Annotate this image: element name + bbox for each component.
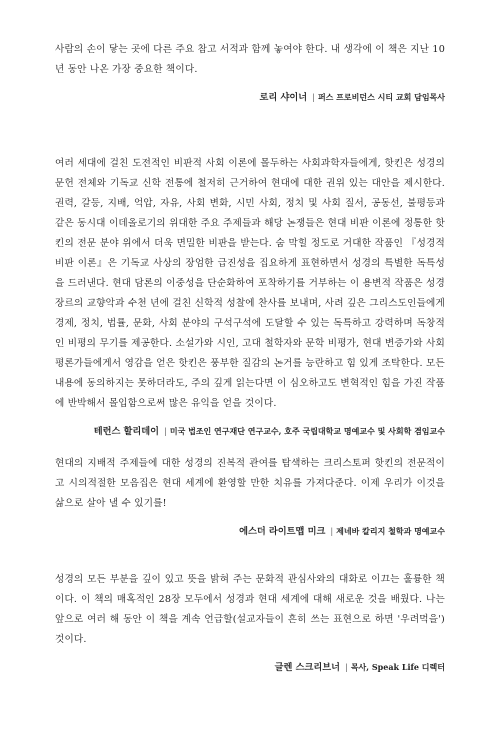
endorsement-quote: 현대의 지배적 주제들에 대한 성경의 진복적 관여를 탐색하는 크리스토퍼 핫킨의 전문적이고 시의적절한 모음집은 현대 세계에 환영할 만한 치유를 가져다준다. 이제 우리가 이것을 삶으로 살아 낼 수 있기를! [55,458,445,509]
endorsement-2 [55,154,445,439]
attribution-separator: | [164,426,167,436]
attribution-separator: | [312,92,315,102]
endorser-role: 미국 법조인 연구재단 연구교수, 호주 국립대학교 명예교수 및 사회학 겸임교수 [169,426,445,436]
endorsement-attribution [55,424,445,439]
endorser-role: 목사, Speak Life 디렉터 [350,662,445,672]
endorsement-4 [55,570,445,675]
endorsement-attribution [55,90,445,105]
endorsement-3 [55,454,445,539]
endorsement-quote: 여러 세대에 걸친 도전적인 비판적 사회 이론에 몰두하는 사회과학자들에게, 핫킨은 성경의 문헌 전체와 기독교 신학 전통에 철저히 근거하여 현대에 대한 권위 있는 대안을 제시한다. 권력, 갈등, 지배, 억압, 자유, 사회 변화, 시민 사회, 정치 및 사회 질서, 공동선, 불평등과 같은 동시대 이데올로기의 위대한 주요 주제들과 해당 논쟁들은 현대 비판 이론에 정통한 핫킨의 전문 분야 위에서 더욱 면밀한 비판을 받는다. 숨 막힐 정도로 거대한 작품인 『성경적 비판 이론』은 기독교 사상의 장엄한 급진성을 집요하게 표현하면서 성경의 특별한 독특성을 드러낸다. 현대 담론의 이중성을 단순화하여 포착하기를 거부하는 이 용변적 작품은 성경 장르의 교향악과 수천 년에 걸친 신학적 성찰에 찬사를 보내며, 사려 깊은 그리스도인들에게 경제, 정치, 법률, 문화, 사회 분야의 구석구석에 도달할 수 있는 독특하고 강력하며 독창적인 비평의 무기를 제공한다. 소설가와 시인, 고대 철학자와 문학 비평가, 현대 변증가와 사회 평론가들에게서 영감을 얻은 핫킨은 풍부한 질감의 논거를 능란하고 힘 있게 조탁한다. 모든 내용에 동의하지는 못하더라도, 주의 깊게 읽는다면 이 심오하고도 변혁적인 힘을 가진 작품에 반박해서 몰입함으로써 많은 유익을 얻을 것이다. [55,158,445,409]
endorser-name: 로리 샤이너 [259,92,308,103]
attribution-separator: | [345,662,348,672]
endorser-role: 제네바 칼리지 철학과 명예교수 [336,526,445,536]
endorser-name: 글렌 스크리브너 [274,662,340,673]
endorsement-1 [55,40,445,105]
endorser-name: 테런스 할리데이 [93,426,160,437]
endorsement-attribution [55,660,445,675]
attribution-separator: | [330,526,334,536]
endorser-name: 에스더 라이트맵 미크 [239,526,326,537]
endorser-role: 퍼스 프로비던스 시티 교회 담임목사 [317,92,445,102]
endorsement-attribution [55,524,445,539]
endorsement-quote: 성경의 모든 부분을 깊이 있고 뜻을 밝혀 주는 문화적 관심사와의 대화로 이끄는 훌륭한 책이다. 이 책의 매혹적인 28장 모두에서 성경과 현대 세계에 대해 새로운 것을 배웠다. 나는 앞으로 여러 해 동안 이 책을 계속 언급할(설교자들이 흔히 쓰는 표현으로 하면 '우려먹을') 것이다. [55,574,445,645]
endorsement-quote: 사람의 손이 닿는 곳에 다른 주요 참고 서적과 함께 놓여야 한다. 내 생각에 이 책은 지난 10년 동안 나온 가장 중요한 책이다. [55,44,445,75]
